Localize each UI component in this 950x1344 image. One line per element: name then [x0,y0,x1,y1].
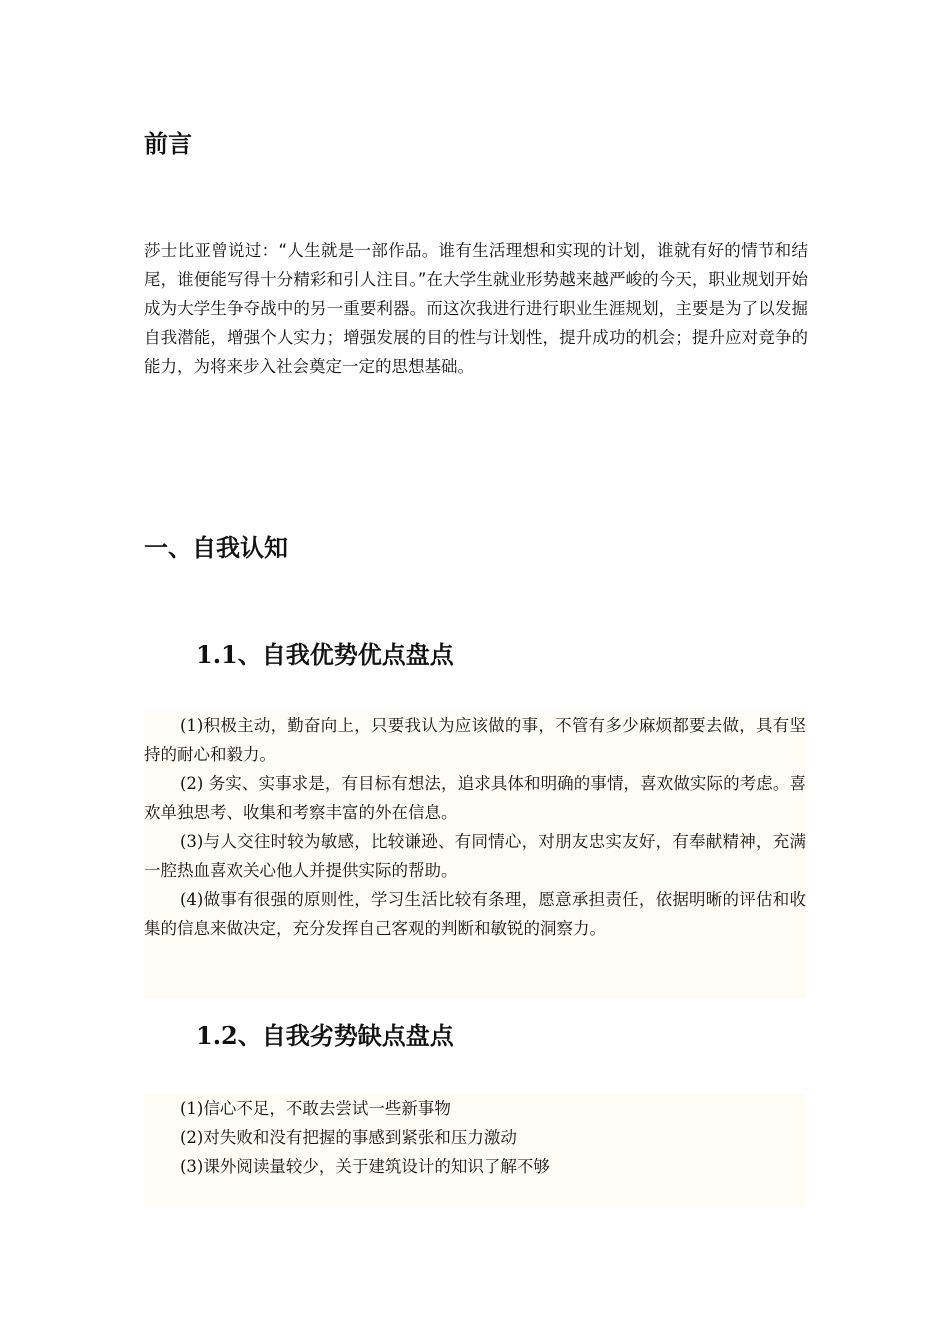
strength-item: (4)做事有很强的原则性，学习生活比较有条理，愿意承担责任，依据明晰的评估和收集的信息来做决定，充分发挥自己客观的判断和敏锐的洞察力。 [144,890,806,938]
preface-heading: 前言 [144,130,192,158]
weakness-item: (3)课外阅读量较少，关于建筑设计的知识了解不够 [180,1157,550,1176]
subheading-strengths: 1.1、自我优势优点盘点 [196,640,454,669]
section-heading-self-awareness: 一、自我认知 [144,534,288,562]
subheading-weaknesses: 1.2、自我劣势缺点盘点 [196,1021,454,1050]
weakness-item: (1)信心不足，不敢去尝试一些新事物 [180,1099,451,1118]
weaknesses-block [144,1094,806,1208]
strength-item: (1)积极主动，勤奋向上，只要我认为应该做的事，不管有多少麻烦都要去做，具有坚持的耐心和毅力。 [144,716,806,764]
preface-paragraph: 莎士比亚曾说过：“人生就是一部作品。谁有生活理想和实现的计划，谁就有好的情节和结尾，谁便能写得十分精彩和引人注目。”在大学生就业形势越来越严峻的今天，职业规划开始成为大学生争夺战中的另一重要利器。而这次我进行进行职业生涯规划，主要是为了以发掘自我潜能，增强个人实力；增强发展的目的性与计划性，提升成功的机会；提升应对竞争的能力，为将来步入社会奠定一定的思想基础。 [144,241,808,376]
strength-item: (2) 务实、实事求是，有目标有想法，追求具体和明确的事情，喜欢做实际的考虑。喜欢单独思考、收集和考察丰富的外在信息。 [144,774,806,822]
strength-item: (3)与人交往时较为敏感，比较谦逊、有同情心，对朋友忠实友好，有奉献精神，充满一腔热血喜欢关心他人并提供实际的帮助。 [144,832,806,880]
weakness-item: (2)对失败和没有把握的事感到紧张和压力激动 [180,1128,517,1147]
strengths-block [144,711,806,999]
